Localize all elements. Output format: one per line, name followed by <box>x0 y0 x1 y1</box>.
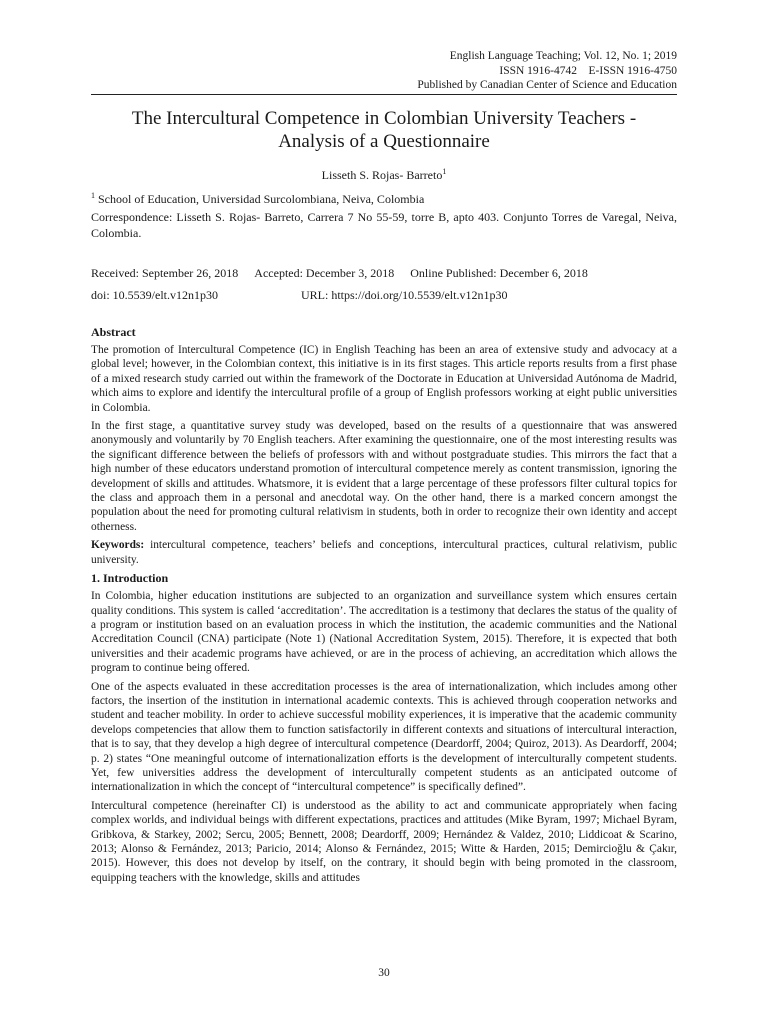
doi: doi: 10.5539/elt.v12n1p30 <box>91 288 218 302</box>
journal-publisher: Published by Canadian Center of Science and Education <box>417 79 677 91</box>
header-divider <box>91 94 677 95</box>
received-date: Received: September 26, 2018 <box>91 266 239 280</box>
author-affiliation-marker: 1 <box>442 167 447 176</box>
introduction-paragraph-2: One of the aspects evaluated in these accreditation processes is the area of internationalization, which includes among other factors, the insertion of the institution in international academic contexts. This is achieved through cooperation networks and student and teacher mobility. In order to achieve successful mobility experiences, it is imperative that the academic community develops competencies that allow them to function satisfactorily in different contexts and situations of intercultural interaction, that is to say, that they develop a high degree of intercultural competence (Deardorff, 2004; Quiroz, 2013). As Deardorff, 2004; p. 2) states “One meaningful outcome of internationalization efforts is the development of interculturally competent students. Yet, few universities address the development of interculturally competent students as an anticipated outcome of internationalization in which the concept of “intercultural competence” is specifically defined”. <box>91 680 677 794</box>
article-body <box>91 325 677 889</box>
correspondence: Correspondence: Lisseth S. Rojas- Barreto, Carrera 7 No 55-59, torre B, apto 403. Conjunto Torres de Varegal, Neiva, Colombia. <box>91 210 677 240</box>
journal-header <box>417 49 677 93</box>
article-title <box>91 107 677 153</box>
keywords-label: Keywords: <box>91 539 145 552</box>
abstract-paragraph-1: The promotion of Intercultural Competence (IC) in English Teaching has been an area of extensive study and advocacy at a global level; however, in the Colombian context, this initiative is in its first stages. This article reports results from a first phase of a mixed research study carried out within the framework of the Doctorate in Education at Universidad Autónoma de Madrid, which aims to explore and identify the intercultural profile of a group of English professors working at eight public universities in Colombia. <box>91 344 677 414</box>
abstract-paragraph-2: In the first stage, a quantitative survey study was developed, based on the results of a questionnaire that was answered anonymously and voluntarily by 70 English teachers. After examining the questionnaire, one of the most interesting results was the significant difference between the beliefs of professors with and without postgraduate studies. This mirrors the fact that a high number of these educators understand promotion of intercultural competence merely as content transmission, ignoring the development of skills and attitudes. Whatsmore, it is evident that a large percentage of these professors filter cultural topics for the class and approach them in a personal and anecdotal way. On the other hand, there is a marked concern amongst the population about the need for promoting cultural relativism in students, both in order to recognize their own identity and accept otherness. <box>91 420 677 533</box>
affiliation <box>91 189 677 206</box>
keywords-list: intercultural competence, teachers’ beliefs and conceptions, intercultural practices, cultural relativism, public university. <box>91 539 677 566</box>
introduction-paragraph-1: In Colombia, higher education institutions are subjected to an organization and surveillance system which ensures certain quality conditions. This system is called ‘accreditation’. The accreditation is a testimony that declares the status of the quality of a program or institution based on an evaluation process in which the institution, the academic communities and the National Accreditation Council (CNA) participate (Note 1) (National Accreditation System, 2015). Therefore, it is expected that both universities and their academic programs have achieved, or are in the process of achieving, an accreditation which allows the program to continue being offered. <box>91 590 677 675</box>
author-name: Lisseth S. Rojas- Barreto <box>321 168 443 182</box>
affiliation-marker: 1 <box>91 191 95 200</box>
journal-issn: ISSN 1916-4742 E-ISSN 1916-4750 <box>499 64 677 77</box>
title-line-1: The Intercultural Competence in Colombian University Teachers - <box>131 108 637 129</box>
published-date: Online Published: December 6, 2018 <box>410 266 588 280</box>
introduction-paragraph-3: Intercultural competence (hereinafter CI) is understood as the ability to act and communicate appropriately when facing complex worlds, and individual beings with different expectations, practices and attitudes (Mike Byram, 1997; Michael Byram, Gribkova, & Starkey, 2002; Sercu, 2005; Bennett, 2008; Deardorff, 2009; Hernández & Valdez, 2010; Liddicoat & Scarino, 2013; Alonso & Fernández, 2013; Paricio, 2014; Alonso & Fernández, 2015; Witte & Harden, 2015; Demircioğlu & Çakır, 2015). However, this does not develop by itself, on the contrary, it should begin with being promoted in the classroom, equipping teachers with the knowledge, skills and attitudes <box>91 799 677 884</box>
abstract-heading: Abstract <box>91 325 136 339</box>
page-number: 30 <box>378 967 390 979</box>
publication-dates <box>91 265 677 303</box>
affiliation-text: School of Education, Universidad Surcolombiana, Neiva, Colombia <box>98 192 425 206</box>
journal-citation: English Language Teaching; Vol. 12, No. 1; 2019 <box>449 50 677 62</box>
keywords <box>91 538 677 567</box>
doi-url-link[interactable]: URL: https://doi.org/10.5539/elt.v12n1p30 <box>301 288 508 302</box>
title-line-2: Analysis of a Questionnaire <box>278 131 490 152</box>
author-line <box>91 165 677 182</box>
accepted-date: Accepted: December 3, 2018 <box>254 266 395 280</box>
introduction-heading: 1. Introduction <box>91 571 169 586</box>
